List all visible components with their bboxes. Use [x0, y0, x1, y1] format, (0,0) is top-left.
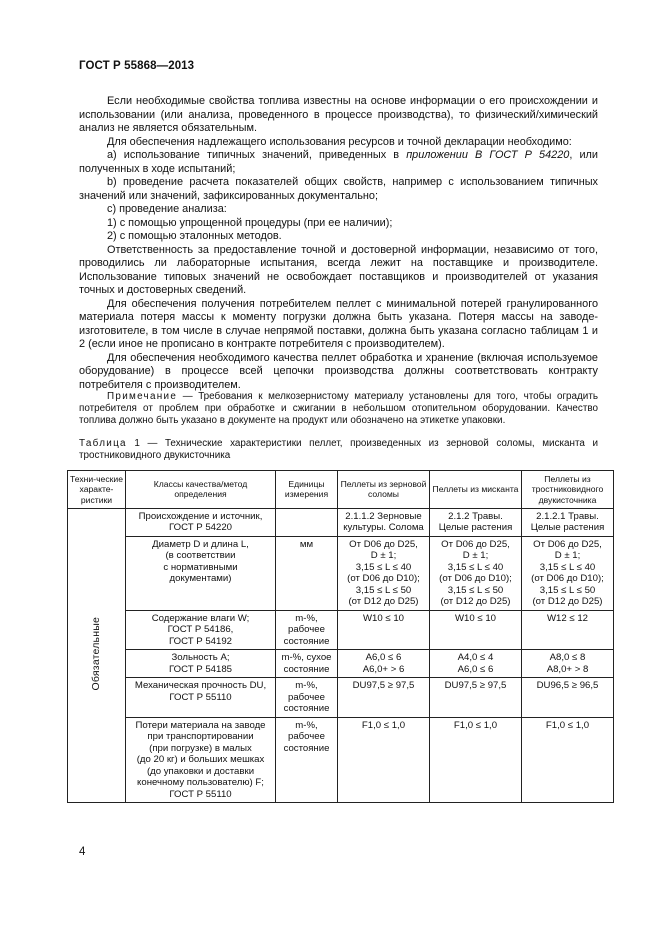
- unit-cell: [276, 678, 338, 718]
- cell-line: 3,15 ≤ L ≤ 40: [447, 561, 504, 573]
- property-cell: [126, 650, 276, 678]
- cell-line: m-%, сухое: [281, 652, 332, 664]
- unit-cell: [276, 610, 338, 650]
- reed-cell: [522, 508, 614, 536]
- unit-cell: [276, 717, 338, 803]
- cell-line: ГОСТ Р 54185: [169, 663, 232, 675]
- property-cell: [126, 508, 276, 536]
- cell-line: (от D06 до D10);: [347, 573, 420, 585]
- body-text: [79, 95, 598, 392]
- header-units: Единицы измерения: [276, 471, 338, 509]
- cell-line: Содержание влаги W;: [151, 612, 250, 624]
- straw-cell: [338, 508, 430, 536]
- table-header-row: [68, 471, 614, 509]
- cell-line: W10 ≤ 10: [363, 612, 404, 624]
- cell-line: Целые растения: [438, 522, 513, 534]
- cell-line: (от D06 до D10);: [531, 573, 604, 585]
- header-straw: Пеллеты из зерновой соломы: [338, 471, 430, 509]
- table-row: [68, 508, 614, 536]
- cell-line: конечному пользователю) F;: [137, 777, 264, 789]
- cell-line: m-%,: [295, 680, 318, 692]
- paragraph: Для обеспечения получения потребителем пеллет с минимальной потерей гранулированного материала потеря массы к моменту погрузки должна быть указана. Потеря массы на заводе-изготовителе, в том числе в случае непрямой поставки, должна быть указана согласно таблицам 1 и 2 (если иное не прописано в контракте потребителя с производителем).: [79, 297, 598, 350]
- note: [79, 391, 598, 428]
- reed-cell: [522, 610, 614, 650]
- reed-cell: [522, 717, 614, 803]
- cell-line: состояние: [283, 742, 330, 754]
- cell-line: 3,15 ≤ L ≤ 50: [539, 584, 596, 596]
- cell-line: m-%,: [295, 612, 318, 624]
- cell-line: ГОСТ Р 54192: [169, 635, 232, 647]
- cell-line: рабочее: [288, 731, 325, 743]
- cell-line: ГОСТ Р 54220: [169, 522, 232, 534]
- reed-cell: [522, 536, 614, 610]
- cell-line: ГОСТ Р 54186,: [167, 624, 234, 636]
- paragraph: Ответственность за предоставление точной и достоверной информации, независимо от того, проводились ли лабораторные испытания, всегда лежит на поставщике и производителе. Использование типовых значений не освобождает поставщиков и производителей от указания точных и достоверных сведений.: [79, 243, 598, 296]
- table-row: [68, 678, 614, 718]
- cell-line: документами): [169, 573, 232, 585]
- cell-line: DU97,5 ≥ 97,5: [352, 680, 415, 692]
- reed-cell: [522, 650, 614, 678]
- cell-line: (при погрузке) в малых: [149, 742, 252, 754]
- cell-line: состояние: [283, 635, 330, 647]
- cell-line: Диаметр D и длина L,: [152, 538, 249, 550]
- paragraph: Для обеспечения необходимого качества пеллет обработка и хранение (включая используемое оборудование) в процессе всей цепочки производства должны соответствовать контракту потребителя с производителем.: [79, 351, 598, 391]
- cell-line: с нормативными: [163, 561, 238, 573]
- cell-line: Целые растения: [530, 522, 605, 534]
- cell-line: 3,15 ≤ L ≤ 40: [355, 561, 412, 573]
- property-cell: [126, 536, 276, 610]
- miscanthus-cell: [430, 610, 522, 650]
- cell-line: От D06 до D25,: [349, 538, 418, 550]
- miscanthus-cell: [430, 650, 522, 678]
- list-item-1: 1) с помощью упрощенной процедуры (при ее наличии);: [107, 216, 393, 229]
- cell-line: W10 ≤ 10: [455, 612, 496, 624]
- cell-line: A6,0 ≤ 6: [365, 652, 402, 664]
- cell-line: (от D12 до D25): [348, 596, 419, 608]
- miscanthus-cell: [430, 717, 522, 803]
- miscanthus-cell: [430, 508, 522, 536]
- group-label-cell: [68, 508, 126, 803]
- cell-line: DU96,5 ≥ 96,5: [536, 680, 599, 692]
- straw-cell: [338, 678, 430, 718]
- cell-line: (от D06 до D10);: [439, 573, 512, 585]
- unit-cell: [276, 650, 338, 678]
- property-cell: [126, 678, 276, 718]
- cell-line: Происхождение и источник,: [138, 510, 263, 522]
- straw-cell: [338, 717, 430, 803]
- straw-cell: [338, 610, 430, 650]
- cell-line: состояние: [283, 663, 330, 675]
- group-label: Обязательные: [89, 617, 102, 691]
- cell-line: 3,15 ≤ L ≤ 50: [447, 584, 504, 596]
- unit-cell: [276, 508, 338, 536]
- list-a-suffix: , или полученных в ходе испытаний;: [79, 149, 598, 175]
- cell-line: рабочее: [288, 691, 325, 703]
- cell-line: состояние: [283, 703, 330, 715]
- table-row: [68, 650, 614, 678]
- table-caption-label: Таблица: [79, 438, 127, 449]
- cell-line: F1,0 ≤ 1,0: [361, 719, 406, 731]
- note-label: Примечание: [107, 391, 178, 402]
- table-row: [68, 717, 614, 803]
- page-number: 4: [79, 846, 86, 858]
- cell-line: Механическая прочность DU,: [134, 680, 267, 692]
- header-reed: Пеллеты из тростниковидного двукисточника: [522, 471, 614, 509]
- cell-line: 2.1.1.2 Зерновые: [345, 510, 422, 522]
- cell-line: D ± 1;: [462, 550, 489, 562]
- cell-line: От D06 до D25,: [441, 538, 510, 550]
- list-item-c: с) проведение анализа:: [107, 203, 227, 215]
- cell-line: Зольность A;: [171, 652, 230, 664]
- cell-line: W12 ≤ 12: [547, 612, 588, 624]
- cell-line: (от D12 до D25): [532, 596, 603, 608]
- list-a-reference: приложении В ГОСТ Р 54220: [406, 149, 570, 161]
- cell-line: Потери материала на заводе: [135, 719, 266, 731]
- cell-line: (в соответствии: [165, 550, 236, 562]
- property-cell: [126, 717, 276, 803]
- list-a-prefix: а) использование типичных значений, приведенных в: [107, 149, 407, 161]
- cell-line: ГОСТ Р 55110: [169, 788, 232, 800]
- cell-line: (от D12 до D25): [440, 596, 511, 608]
- header-miscanthus: Пеллеты из мисканта: [430, 471, 522, 509]
- reed-cell: [522, 678, 614, 718]
- cell-line: (до 20 кг) и больших мешках: [136, 754, 265, 766]
- cell-line: A6,0+ > 6: [362, 663, 405, 675]
- cell-line: ГОСТ Р 55110: [169, 691, 232, 703]
- miscanthus-cell: [430, 536, 522, 610]
- list-item-b: b) проведение расчета показателей общих свойств, например с использованием типичных значений или значений, зафиксированных документально;: [79, 176, 598, 202]
- cell-line: 3,15 ≤ L ≤ 50: [355, 584, 412, 596]
- cell-line: От D06 до D25,: [533, 538, 602, 550]
- table-row: [68, 610, 614, 650]
- cell-line: F1,0 ≤ 1,0: [545, 719, 590, 731]
- paragraph: Для обеспечения надлежащего использования ресурсов и точной декларации необходимо:: [107, 135, 572, 148]
- cell-line: мм: [299, 538, 314, 550]
- table-row: [68, 536, 614, 610]
- header-classes: Классы качества/метод определения: [126, 471, 276, 509]
- cell-line: m-%,: [295, 719, 318, 731]
- cell-line: 2.1.2 Травы.: [448, 510, 503, 522]
- cell-line: при транспортировании: [147, 731, 254, 743]
- document-header: ГОСТ Р 55868—2013: [79, 60, 195, 72]
- property-cell: [126, 610, 276, 650]
- straw-cell: [338, 536, 430, 610]
- cell-line: A8,0+ > 8: [546, 663, 589, 675]
- cell-line: D ± 1;: [554, 550, 581, 562]
- straw-cell: [338, 650, 430, 678]
- cell-line: A4,0 ≤ 4: [457, 652, 494, 664]
- cell-line: культуры. Солома: [343, 522, 424, 534]
- specs-table: [67, 470, 614, 803]
- cell-line: D ± 1;: [370, 550, 397, 562]
- cell-line: 2.1.2.1 Травы.: [536, 510, 599, 522]
- cell-line: A8,0 ≤ 8: [549, 652, 586, 664]
- table-caption: [79, 438, 598, 462]
- unit-cell: [276, 536, 338, 610]
- header-characteristics: Техни-ческие характе-ристики: [68, 471, 126, 509]
- cell-line: 3,15 ≤ L ≤ 40: [539, 561, 596, 573]
- cell-line: (до упаковки и доставки: [146, 765, 255, 777]
- list-item-a: [79, 149, 598, 176]
- paragraph: Если необходимые свойства топлива известны на основе информации о его происхождении и использовании (или анализа, проведенного в процессе производства), то физический/химический анализ не является обязательным.: [79, 95, 598, 134]
- table-caption-text: 1 — Технические характеристики пеллет, произведенных из зерновой соломы, мисканта и тростниковидного двукисточника: [79, 438, 598, 462]
- note-text: — Требования к мелкозернистому материалу установлены для того, чтобы оградить потребителя от проблем при обработке и сжигании в небольшом отопительном оборудовании. Качество топлива должно быть указано в документе на продукт или обозначено на этикетке упаковки.: [79, 391, 598, 427]
- cell-line: F1,0 ≤ 1,0: [453, 719, 498, 731]
- miscanthus-cell: [430, 678, 522, 718]
- cell-line: A6,0 ≤ 6: [457, 663, 494, 675]
- cell-line: рабочее: [288, 624, 325, 636]
- list-item-2: 2) с помощью эталонных методов.: [107, 230, 282, 242]
- cell-line: DU97,5 ≥ 97,5: [444, 680, 507, 692]
